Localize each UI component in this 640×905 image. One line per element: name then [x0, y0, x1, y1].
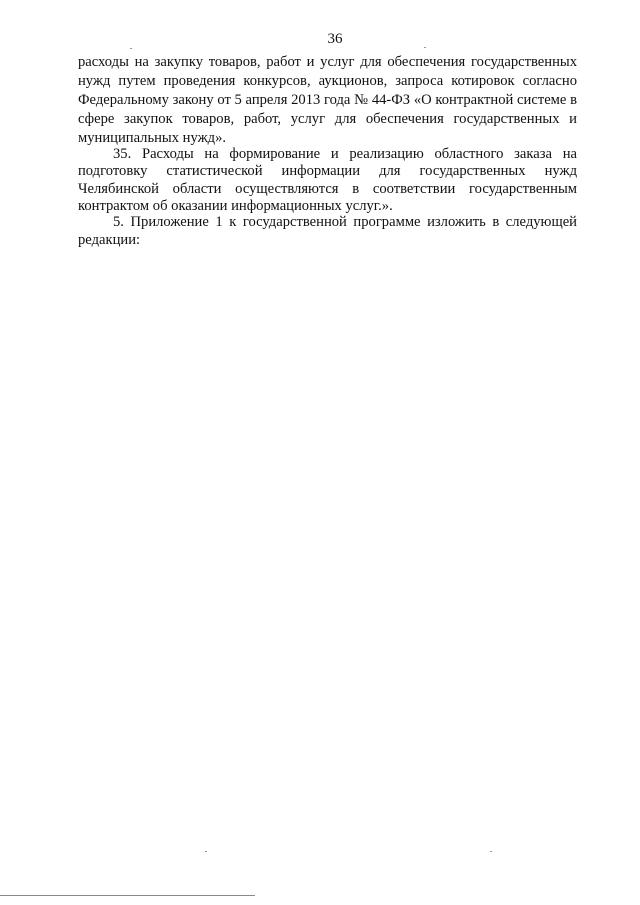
- text-line: муниципальных нужд».: [78, 130, 227, 146]
- text-line: Федеральному закону от 5 апреля 2013 года № 44-ФЗ «О контрактной системе в: [78, 92, 577, 108]
- text-line: нужд путем проведения конкурсов, аукционов, запроса котировок согласно: [78, 73, 577, 89]
- text-line: 35. Расходы на формирование и реализацию областного заказа на: [113, 146, 577, 162]
- scan-artifact: [205, 851, 207, 852]
- text-line: подготовку статистической информации для государственных нужд: [78, 163, 577, 179]
- text-line: расходы на закупку товаров, работ и услуг для обеспечения государственных: [78, 54, 577, 70]
- text-line: 5. Приложение 1 к государственной программе изложить в следующей: [113, 214, 577, 230]
- page-number: 36: [327, 31, 343, 47]
- scan-edge-line: [0, 895, 255, 896]
- text-line: сфере закупок товаров, работ, услуг для обеспечения государственных и: [78, 111, 577, 127]
- text-line: контрактом об оказании информационных услуг.».: [78, 198, 393, 214]
- text-line: редакции:: [78, 232, 141, 248]
- scan-artifact: [424, 47, 426, 48]
- scan-artifact: [130, 48, 132, 49]
- scan-artifact: [490, 851, 492, 852]
- text-line: Челябинской области осуществляются в соответствии государственным: [78, 181, 577, 197]
